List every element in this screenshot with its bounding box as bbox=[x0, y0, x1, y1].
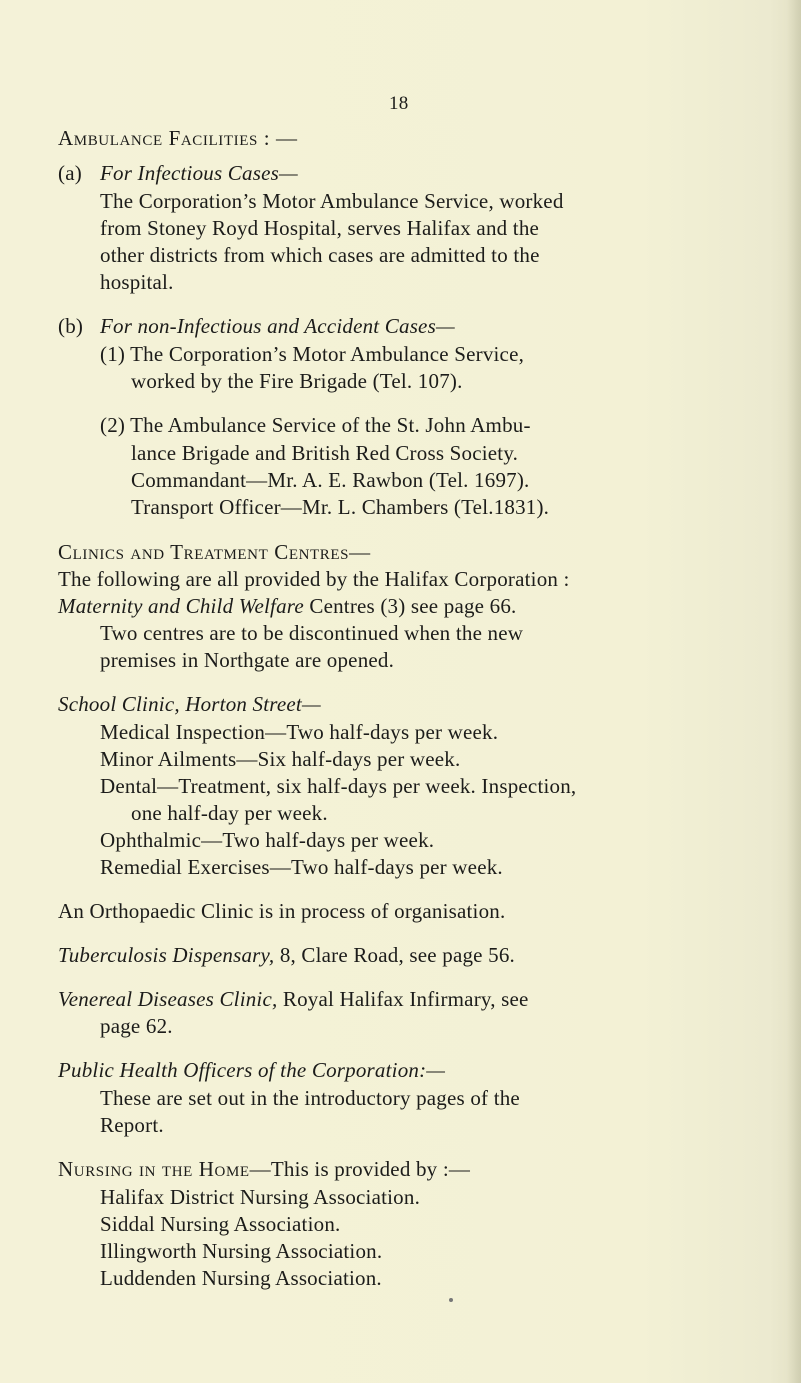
section-a-line: The Corporation’s Motor Ambulance Service, worked bbox=[100, 189, 564, 213]
school-clinic-line: Minor Ailments—Six half-days per week. bbox=[100, 747, 461, 771]
orthopaedic-clinic: An Orthopaedic Clinic is in process of organisation. bbox=[58, 899, 506, 923]
maternity-note-line: premises in Northgate are opened. bbox=[100, 648, 395, 672]
section-b1-line: worked by the Fire Brigade (Tel. 107). bbox=[131, 369, 463, 393]
section-a-line: from Stoney Royd Hospital, serves Halifax and the bbox=[100, 216, 540, 240]
venereal-title: Venereal Diseases Clinic, bbox=[58, 987, 278, 1011]
page-number: 18 bbox=[389, 93, 409, 114]
section-a-line: hospital. bbox=[100, 270, 174, 294]
tuberculosis-line bbox=[58, 943, 515, 967]
nursing-heading: Nursing in the Home bbox=[58, 1157, 250, 1181]
section-b-label: (b) bbox=[58, 314, 84, 338]
section-b1-line: (1) The Corporation’s Motor Ambulance Service, bbox=[100, 342, 525, 366]
tuberculosis-detail: 8, Clare Road, see page 56. bbox=[274, 943, 515, 967]
section-b2-line: Commandant—Mr. A. E. Rawbon (Tel. 1697). bbox=[131, 468, 530, 492]
paper-speck bbox=[449, 1298, 453, 1302]
nursing-association: Luddenden Nursing Association. bbox=[100, 1266, 382, 1290]
school-clinic-title: School Clinic, Horton Street— bbox=[58, 692, 321, 716]
maternity-detail: Centres (3) see page 66. bbox=[303, 594, 517, 618]
ambulance-heading: Ambulance Facilities : — bbox=[58, 126, 298, 150]
school-clinic-line: one half-day per week. bbox=[131, 801, 328, 825]
tuberculosis-title: Tuberculosis Dispensary, bbox=[58, 943, 275, 967]
maternity-title: Maternity and Child Welfare bbox=[58, 594, 304, 618]
clinics-heading: Clinics and Treatment Centres— bbox=[58, 540, 371, 564]
maternity-note-line: Two centres are to be discontinued when the new bbox=[100, 621, 524, 645]
section-a-line: other districts from which cases are admitted to the bbox=[100, 243, 540, 267]
school-clinic-line: Ophthalmic—Two half-days per week. bbox=[100, 828, 435, 852]
clinics-intro: The following are all provided by the Halifax Corporation : bbox=[58, 567, 570, 591]
school-clinic-line: Remedial Exercises—Two half-days per week. bbox=[100, 855, 503, 879]
school-clinic-line: Dental—Treatment, six half-days per week. Inspection, bbox=[100, 774, 577, 798]
section-a-title: For Infectious Cases— bbox=[100, 161, 298, 185]
public-health-title: Public Health Officers of the Corporation:— bbox=[58, 1058, 446, 1082]
section-b2-line: (2) The Ambulance Service of the St. John Ambu- bbox=[100, 413, 531, 437]
section-b-title: For non-Infectious and Accident Cases— bbox=[100, 314, 455, 338]
nursing-association: Siddal Nursing Association. bbox=[100, 1212, 341, 1236]
maternity-line bbox=[58, 594, 517, 618]
venereal-line bbox=[58, 987, 529, 1011]
nursing-association: Halifax District Nursing Association. bbox=[100, 1185, 421, 1209]
nursing-heading-rest: —This is provided by :— bbox=[249, 1157, 471, 1181]
venereal-detail: Royal Halifax Infirmary, see bbox=[277, 987, 529, 1011]
nursing-line bbox=[58, 1157, 470, 1181]
nursing-association: Illingworth Nursing Association. bbox=[100, 1239, 383, 1263]
venereal-line-2: page 62. bbox=[100, 1014, 173, 1038]
school-clinic-line: Medical Inspection—Two half-days per week. bbox=[100, 720, 499, 744]
section-b2-line: Transport Officer—Mr. L. Chambers (Tel.1831). bbox=[131, 495, 550, 519]
section-a-label: (a) bbox=[58, 161, 82, 185]
section-b2-line: lance Brigade and British Red Cross Society. bbox=[131, 441, 519, 465]
public-health-line: Report. bbox=[100, 1113, 164, 1137]
public-health-line: These are set out in the introductory pages of the bbox=[100, 1086, 520, 1110]
